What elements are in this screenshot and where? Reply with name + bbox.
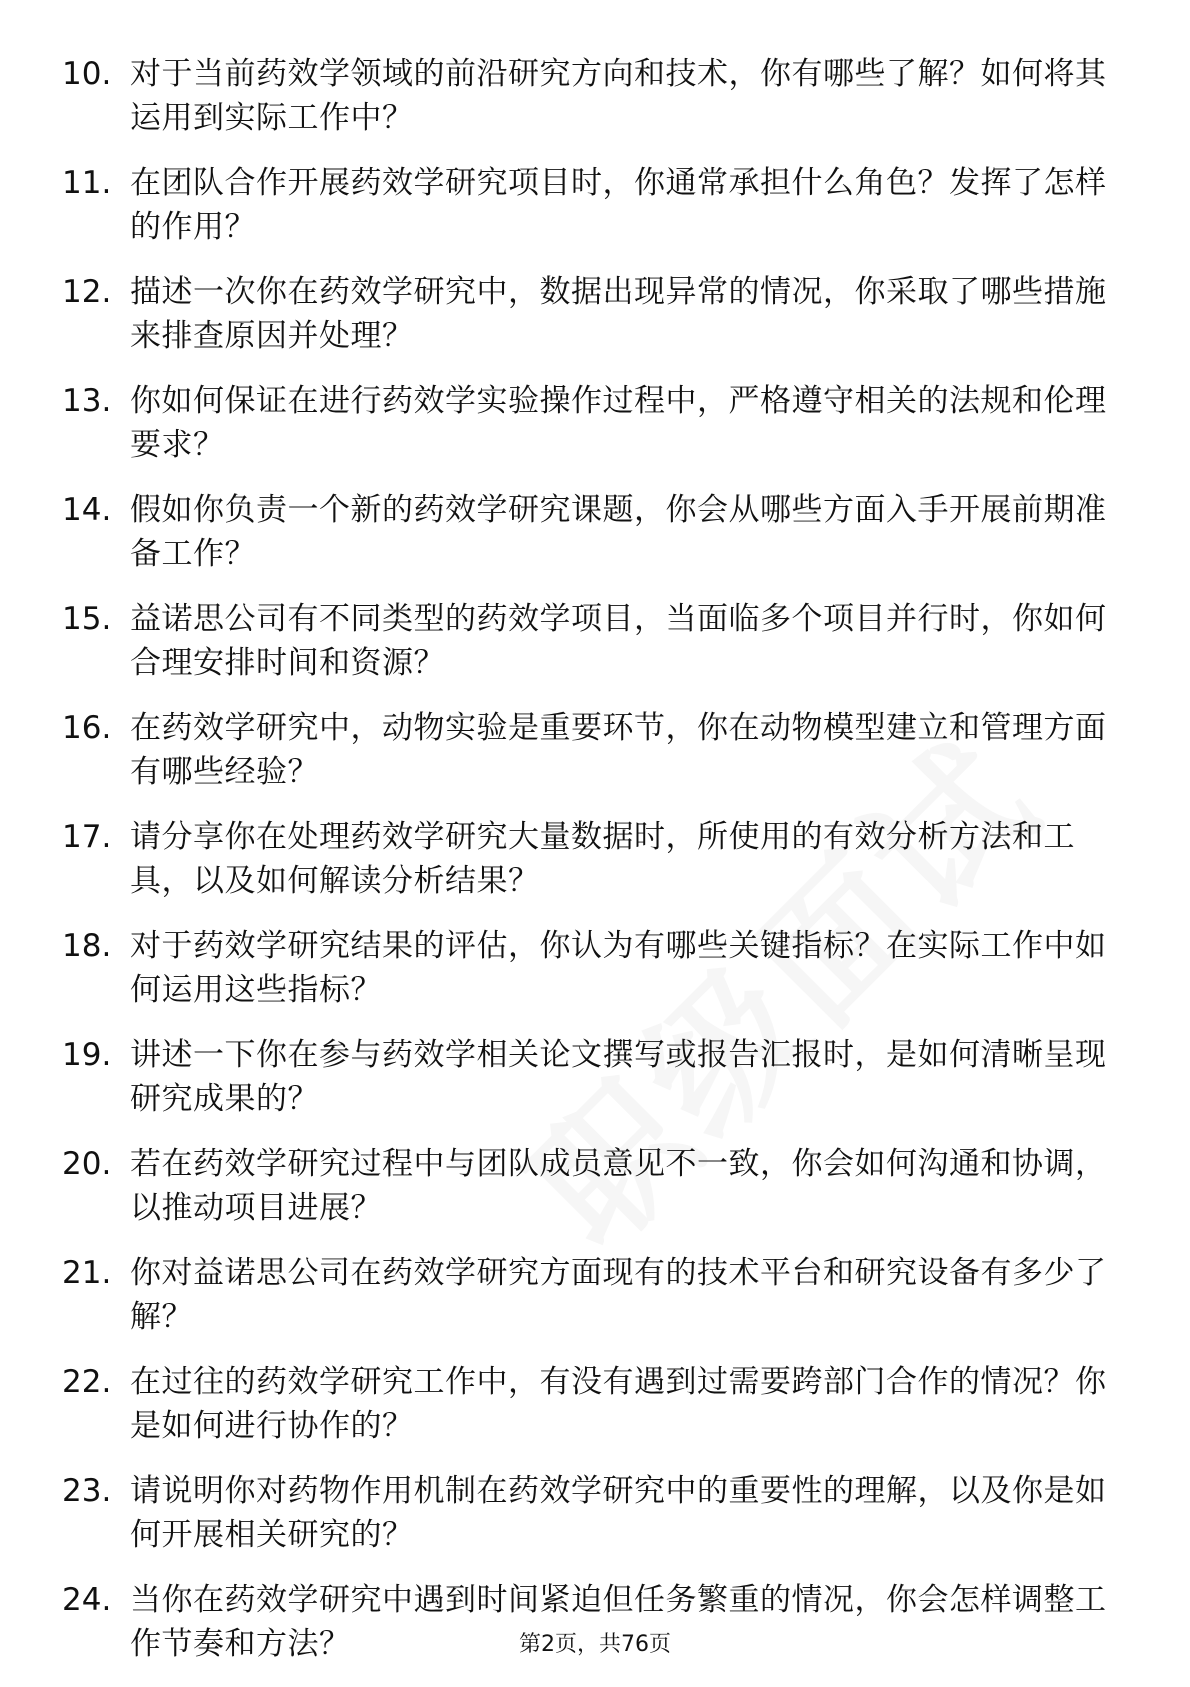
question-number: 13. <box>62 383 112 419</box>
question-text: 若在药效学研究过程中与团队成员意见不一致，你会如何沟通和协调，以推动项目进展？ <box>130 1146 1107 1226</box>
list-item <box>62 924 1122 1012</box>
question-text: 在药效学研究中，动物实验是重要环节，你在动物模型建立和管理方面有哪些经验？ <box>130 710 1107 790</box>
question-text: 请分享你在处理药效学研究大量数据时，所使用的有效分析方法和工具，以及如何解读分析结果？ <box>130 819 1075 899</box>
list-item <box>62 1469 1122 1557</box>
question-number: 24. <box>62 1582 112 1618</box>
question-text: 请说明你对药物作用机制在药效学研究中的重要性的理解，以及你是如何开展相关研究的？ <box>130 1473 1107 1553</box>
question-text: 假如你负责一个新的药效学研究课题，你会从哪些方面入手开展前期准备工作？ <box>130 492 1107 572</box>
list-item <box>62 379 1122 467</box>
question-text: 益诺思公司有不同类型的药效学项目，当面临多个项目并行时，你如何合理安排时间和资源？ <box>130 601 1107 681</box>
question-number: 22. <box>62 1364 112 1400</box>
question-number: 16. <box>62 710 112 746</box>
list-item <box>62 161 1122 249</box>
list-item <box>62 597 1122 685</box>
question-number: 23. <box>62 1473 112 1509</box>
question-text: 你对益诺思公司在药效学研究方面现有的技术平台和研究设备有多少了解？ <box>130 1255 1107 1335</box>
question-list <box>62 52 1122 1687</box>
question-text: 讲述一下你在参与药效学相关论文撰写或报告汇报时，是如何清晰呈现研究成果的？ <box>130 1037 1107 1117</box>
question-number: 10. <box>62 56 112 92</box>
page-footer: 第2页，共76页 <box>519 1632 671 1657</box>
list-item <box>62 1142 1122 1230</box>
list-item <box>62 1251 1122 1339</box>
question-text: 描述一次你在药效学研究中，数据出现异常的情况，你采取了哪些措施来排查原因并处理？ <box>130 274 1107 354</box>
question-text: 对于当前药效学领域的前沿研究方向和技术，你有哪些了解？如何将其运用到实际工作中？ <box>130 56 1107 136</box>
question-number: 15. <box>62 601 112 637</box>
question-number: 12. <box>62 274 112 310</box>
question-number: 17. <box>62 819 112 855</box>
list-item <box>62 270 1122 358</box>
list-item <box>62 1360 1122 1448</box>
list-item <box>62 52 1122 140</box>
list-item <box>62 706 1122 794</box>
list-item <box>62 815 1122 903</box>
list-item <box>62 1033 1122 1121</box>
list-item <box>62 488 1122 576</box>
question-text: 对于药效学研究结果的评估，你认为有哪些关键指标？在实际工作中如何运用这些指标？ <box>130 928 1107 1008</box>
question-text: 在过往的药效学研究工作中，有没有遇到过需要跨部门合作的情况？你是如何进行协作的？ <box>130 1364 1107 1444</box>
question-number: 18. <box>62 928 112 964</box>
question-text: 你如何保证在进行药效学实验操作过程中，严格遵守相关的法规和伦理要求？ <box>130 383 1107 463</box>
question-number: 11. <box>62 165 112 201</box>
question-number: 19. <box>62 1037 112 1073</box>
question-number: 21. <box>62 1255 112 1291</box>
question-text: 当你在药效学研究中遇到时间紧迫但任务繁重的情况，你会怎样调整工作节奏和方法？ <box>130 1582 1107 1662</box>
question-number: 14. <box>62 492 112 528</box>
question-number: 20. <box>62 1146 112 1182</box>
question-text: 在团队合作开展药效学研究项目时，你通常承担什么角色？发挥了怎样的作用？ <box>130 165 1107 245</box>
